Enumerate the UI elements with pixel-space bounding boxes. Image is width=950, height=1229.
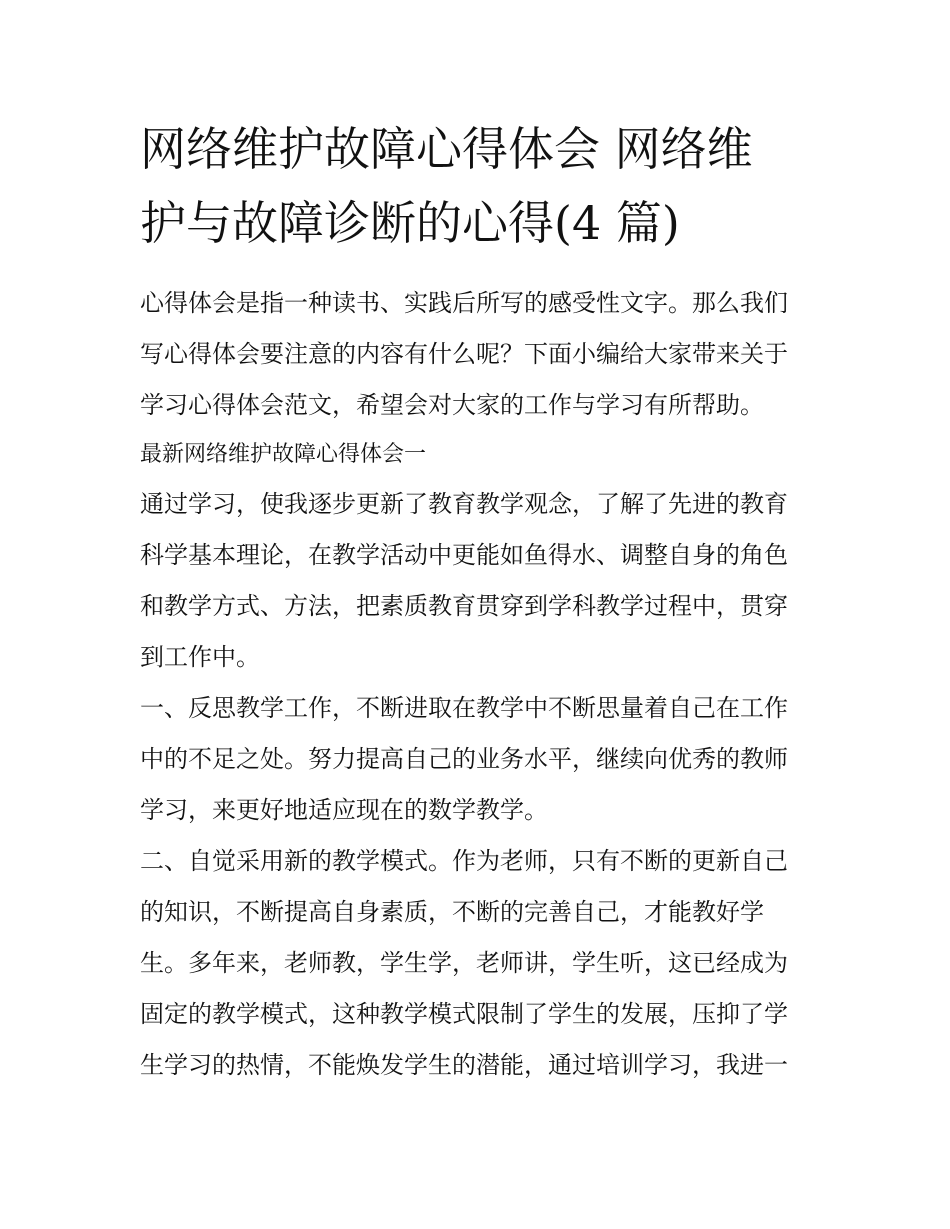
body-paragraph-3 bbox=[140, 836, 820, 1091]
title-line: 护与故障诊断的心得(4 篇) bbox=[140, 196, 680, 250]
text-line: 科学基本理论，在教学活动中更能如鱼得水、调整自身的角色 bbox=[140, 541, 788, 569]
document-body bbox=[140, 278, 820, 1091]
text-line: 学习，来更好地适应现在的数学教学。 bbox=[140, 796, 548, 824]
text-line: 固定的教学模式，这种教学模式限制了学生的发展，压抑了学 bbox=[140, 1000, 788, 1028]
body-paragraph-1 bbox=[140, 479, 820, 683]
text-line: 写心得体会要注意的内容有什么呢？下面小编给大家带来关于 bbox=[140, 340, 788, 368]
text-line: 二、自觉采用新的教学模式。作为老师，只有不断的更新自己 bbox=[140, 847, 788, 875]
text-line: 学习心得体会范文，希望会对大家的工作与学习有所帮助。 bbox=[140, 391, 764, 419]
text-line: 一、反思教学工作，不断进取在教学中不断思量着自己在工作 bbox=[140, 694, 788, 722]
text-line: 中的不足之处。努力提高自己的业务水平，继续向优秀的教师 bbox=[140, 745, 788, 773]
text-line: 心得体会是指一种读书、实践后所写的感受性文字。那么我们 bbox=[140, 289, 788, 317]
text-line: 生学习的热情，不能焕发学生的潜能，通过培训学习，我进一 bbox=[140, 1051, 788, 1079]
body-paragraph-2 bbox=[140, 683, 820, 836]
text-line: 生。多年来，老师教，学生学，老师讲，学生听，这已经成为 bbox=[140, 949, 788, 977]
title-line: 网络维护故障心得体会 网络维 bbox=[140, 122, 753, 176]
text-line: 和教学方式、方法，把素质教育贯穿到学科教学过程中，贯穿 bbox=[140, 592, 788, 620]
text-line: 的知识，不断提高自身素质，不断的完善自己，才能教好学 bbox=[140, 898, 764, 926]
section-heading: 最新网络维护故障心得体会一 bbox=[140, 442, 427, 467]
document-title bbox=[140, 112, 820, 260]
text-line: 通过学习，使我逐步更新了教育教学观念，了解了先进的教育 bbox=[140, 490, 788, 518]
intro-paragraph bbox=[140, 278, 820, 431]
text-line: 到工作中。 bbox=[140, 643, 260, 671]
